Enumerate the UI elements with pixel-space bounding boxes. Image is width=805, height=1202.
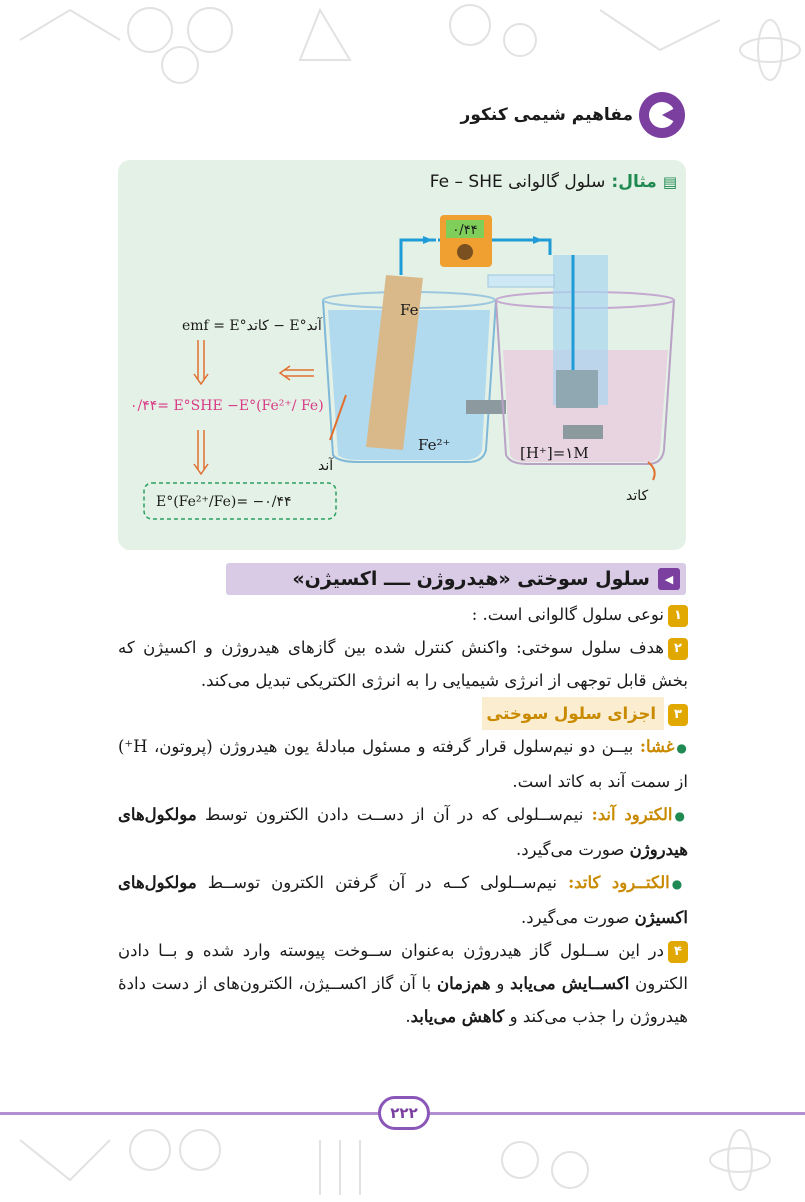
section-arrow-icon: ◀ [658, 568, 680, 590]
bullet-cathode [118, 866, 688, 934]
example-heading [430, 172, 677, 192]
bullet-tail: صورت می‌گیرد. [515, 840, 625, 859]
body-content [118, 598, 688, 1033]
bullet-key: الکتــرود کاتد: [568, 873, 670, 892]
section-title: سلول سوختی «هیدروژن ــــ اکسیژن» [292, 568, 650, 590]
bullet-text: بیــن دو نیم‌سلول قرار گرفته و مسئول مبادلهٔ یون هیدروژن (پروتون، H⁺) از سمت آند به کاتد است. [118, 737, 688, 791]
galvanic-cell-diagram [118, 200, 686, 550]
example-icon: ▤ [662, 173, 677, 191]
bullet-bold: مولکول‌های هیدروژن [118, 805, 688, 859]
result-equation: E°(Fe²⁺/Fe)= −۰/۴۴ [156, 494, 292, 510]
bullet-dot-icon: ● [676, 741, 688, 755]
item-number: ۳ [668, 704, 688, 726]
example-text: سلول گالوانی Fe – SHE [429, 172, 606, 192]
item-text: هدف سلول سوختی: واکنش کنترل شده بین گازهای هیدروژن و اکسیژن که بخش قابل توجهی از انرژی شیمیایی را به انرژی الکتریکی تبدیل می‌کند. [118, 638, 688, 690]
item-2 [118, 631, 688, 697]
subheading: اجزای سلول سوختی [482, 697, 664, 730]
anode-label: آند [318, 458, 334, 474]
item-number: ۲ [668, 638, 688, 660]
item-1 [118, 598, 688, 631]
item4-text-2: و [496, 974, 505, 993]
bullet-membrane [118, 730, 688, 798]
bullet-bold: مولکول‌های اکسیژن [118, 873, 688, 927]
item-text: نوعی سلول گالوانی است. : [471, 605, 664, 624]
bullet-dot-icon: ● [671, 877, 689, 891]
bullet-text: نیم‌ســلولی که در آن از دســت دادن الکترون توسط [204, 805, 584, 824]
item4-text-4: . [405, 1007, 411, 1026]
chapter-title: مفاهیم شیمی کنکور [460, 105, 633, 125]
emf-equation: emf = E°کاتد − E°آند [182, 318, 322, 334]
ion-left-label: Fe²⁺ [418, 436, 451, 454]
item-4 [118, 934, 688, 1033]
bullet-tail: صورت می‌گیرد. [520, 908, 630, 927]
item4-bold-1: اکســایش می‌یابد [510, 974, 630, 993]
ion-right-label: [H⁺]=۱M [520, 444, 589, 462]
item4-text-3: با آن گاز اکســیژن، الکترون‌های از دست دادهٔ هیدروژن را جذب می‌کند و [118, 974, 688, 1026]
value-equation: ۰/۴۴= E°SHE −E°(Fe²⁺/ Fe) [130, 398, 324, 414]
meter-reading: ۰/۴۴ [452, 223, 478, 238]
item4-bold-3: کاهش می‌یابد [410, 1007, 505, 1026]
salt-bridge [466, 400, 506, 414]
cathode-label: کاتد [626, 488, 649, 504]
example-label: مثال: [611, 172, 657, 192]
bullet-text: نیم‌ســلولی کــه در آن گرفتن الکترون توســط [207, 873, 557, 892]
right-beaker [488, 255, 674, 464]
item-number: ۴ [668, 941, 688, 963]
voltmeter [440, 215, 492, 267]
bullet-key: غشا: [639, 737, 675, 756]
pacman-logo-icon [639, 92, 685, 138]
section-bar [226, 563, 686, 595]
item-3 [118, 697, 688, 730]
item4-bold-2: هم‌زمان [436, 974, 491, 993]
bullet-key: الکترود آند: [591, 805, 673, 824]
page-number: ۲۲۲ [378, 1096, 430, 1130]
item4-text-1: در این ســلول گاز هیدروژن به‌عنوان ســوخت پیوسته وارد شده و بــا دادن الکترون [118, 941, 689, 993]
bullet-dot-icon: ● [674, 809, 688, 823]
item-number: ۱ [668, 605, 688, 627]
fe-label: Fe [400, 301, 419, 319]
chapter-header [461, 92, 685, 138]
bullet-anode [118, 798, 688, 866]
